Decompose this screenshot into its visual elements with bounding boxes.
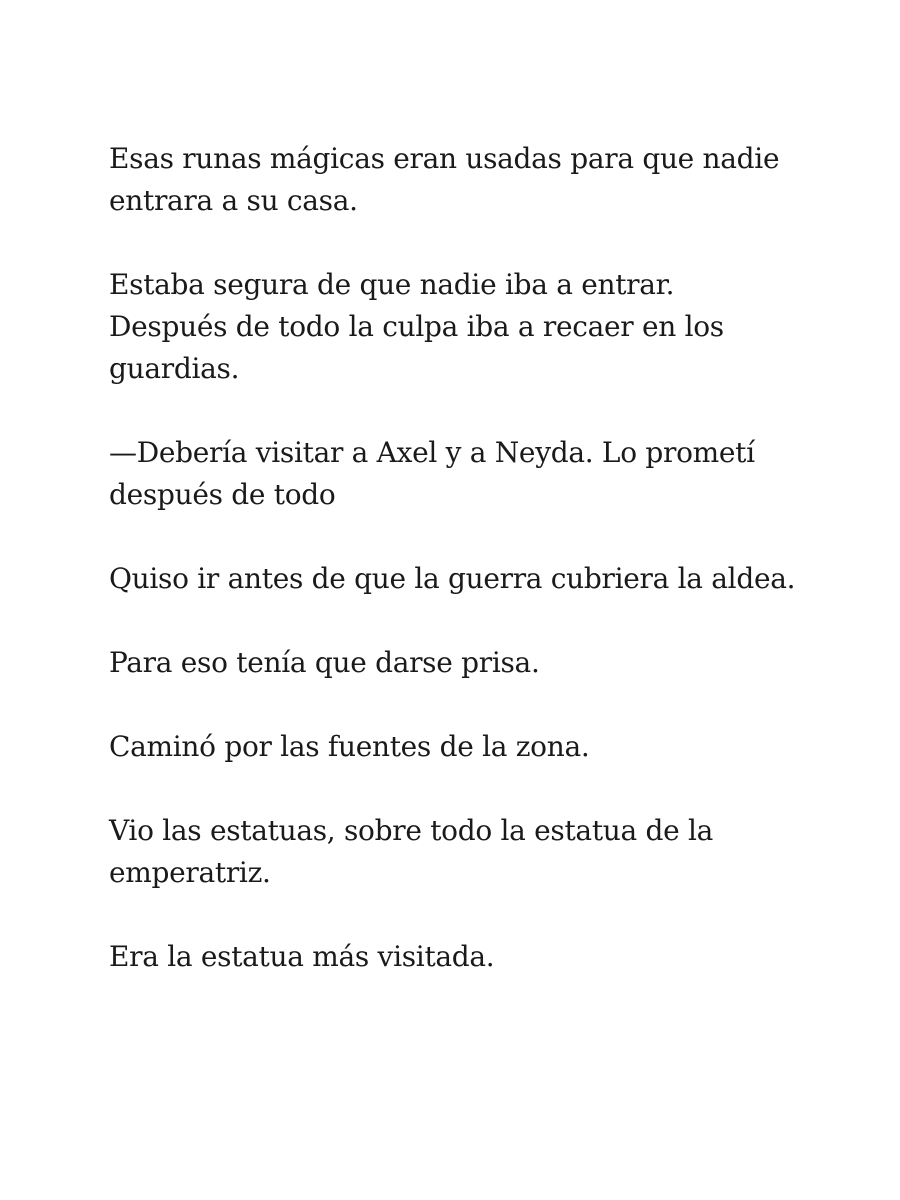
paragraph-4: Quiso ir antes de que la guerra cubriera la aldea. (109, 562, 796, 595)
paragraph-2: Estaba segura de que nadie iba a entrar. Después de todo la culpa iba a recaer en los guardias. (109, 268, 724, 385)
paragraph-6: Caminó por las fuentes de la zona. (109, 730, 590, 763)
paragraph-5: Para eso tenía que darse prisa. (109, 646, 540, 679)
paragraph-8: Era la estatua más visitada. (109, 940, 495, 973)
paragraph-1: Esas runas mágicas eran usadas para que nadie entrara a su casa. (109, 142, 780, 217)
reading-page (109, 138, 809, 1020)
paragraph-3: —Debería visitar a Axel y a Neyda. Lo prometí después de todo (109, 436, 755, 511)
paragraph-7: Vio las estatuas, sobre todo la estatua de la emperatriz. (109, 814, 714, 889)
